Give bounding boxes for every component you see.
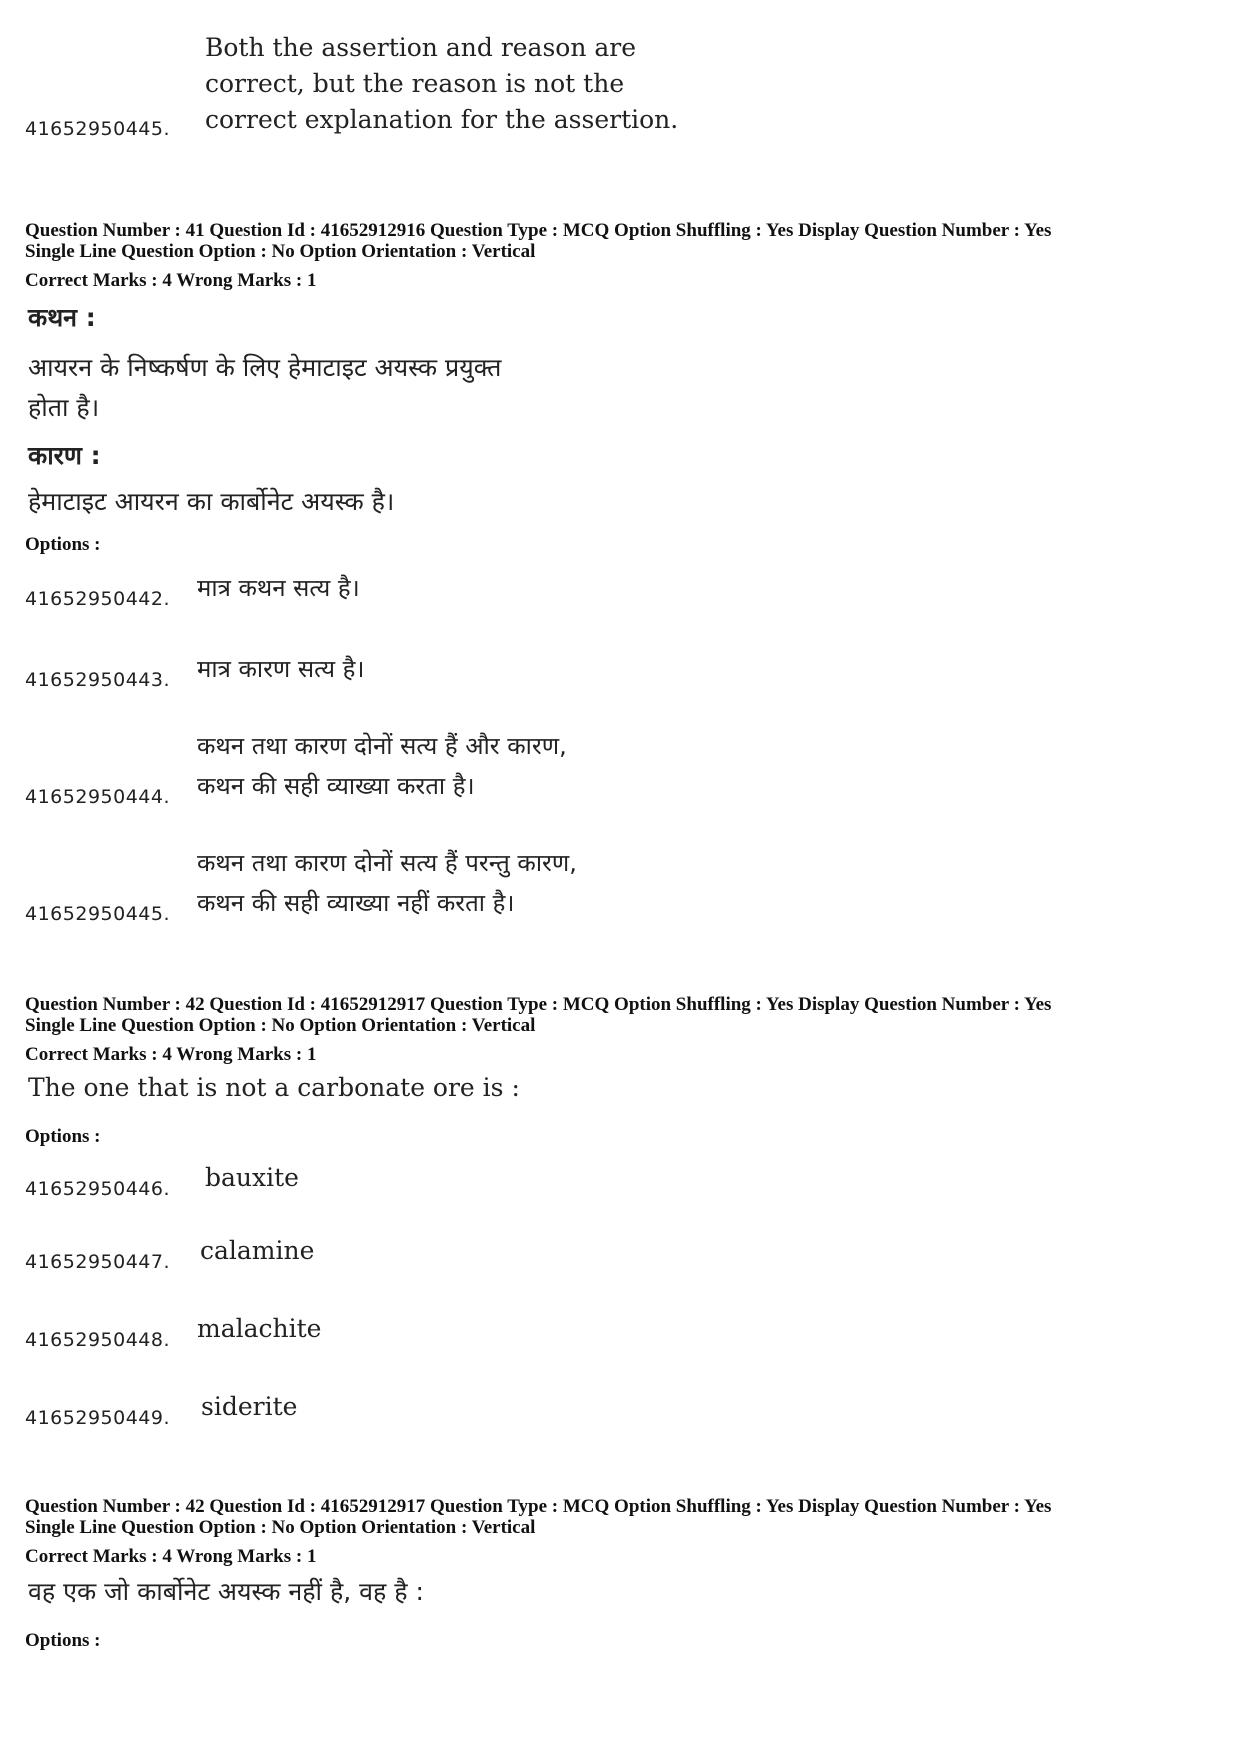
option-id: 41652950449. <box>25 1407 171 1429</box>
option-id: 41652950446. <box>25 1178 171 1200</box>
option-text-line: मात्र कथन सत्य है। <box>197 574 360 602</box>
option-row[interactable] <box>25 1302 1125 1351</box>
options-label: Options : <box>25 1126 101 1147</box>
question-meta <box>25 1496 1225 1567</box>
question-marks: Correct Marks : 4 Wrong Marks : 1 <box>25 270 317 291</box>
option-text: calamine <box>200 1236 315 1265</box>
option-id: 41652950445. <box>25 118 171 140</box>
question-meta-line: Question Number : 41 Question Id : 41652912916 Question Type : MCQ Option Shuffling : Yes Display Question Number : Yes <box>25 220 1052 241</box>
question-body <box>28 298 501 522</box>
option-text <box>197 568 360 608</box>
option-row[interactable] <box>25 640 1125 691</box>
question-text: The one that is not a carbonate ore is : <box>28 1073 520 1102</box>
option-row[interactable] <box>25 1378 1125 1429</box>
option-text <box>197 843 577 923</box>
option-text-line: Both the assertion and reason are <box>205 33 637 62</box>
option-text-line: correct, but the reason is not the <box>205 69 625 98</box>
option-text-line: मात्र कारण सत्य है। <box>197 655 365 683</box>
option-id: 41652950445. <box>25 903 171 925</box>
option-row[interactable] <box>25 1150 1125 1200</box>
option-id: 41652950444. <box>25 786 171 808</box>
question-meta-line: Question Number : 42 Question Id : 41652912917 Question Type : MCQ Option Shuffling : Yes Display Question Number : Yes <box>25 1496 1052 1517</box>
options-label: Options : <box>25 534 101 555</box>
question-marks: Correct Marks : 4 Wrong Marks : 1 <box>25 1546 317 1567</box>
options-label: Options : <box>25 1630 101 1651</box>
option-row[interactable] <box>25 560 1125 610</box>
question-meta <box>25 994 1225 1065</box>
option-text-line: कथन तथा कारण दोनों सत्य हैं परन्तु कारण, <box>197 849 577 877</box>
assertion-text: होता है। <box>28 393 100 422</box>
question-meta <box>25 220 1225 291</box>
question-meta-line: Single Line Question Option : No Option Orientation : Vertical <box>25 241 536 262</box>
reason-heading: कारण : <box>28 441 101 470</box>
option-row[interactable] <box>25 720 1125 808</box>
option-id: 41652950447. <box>25 1251 171 1273</box>
option-text: siderite <box>201 1392 298 1421</box>
question-meta-line: Single Line Question Option : No Option Orientation : Vertical <box>25 1517 536 1538</box>
option-text-line: कथन की सही व्याख्या करता है। <box>197 772 475 800</box>
assertion-heading: कथन : <box>28 303 96 332</box>
question-meta-line: Single Line Question Option : No Option Orientation : Vertical <box>25 1015 536 1036</box>
option-text: malachite <box>197 1314 322 1343</box>
option-id: 41652950443. <box>25 669 171 691</box>
option-text-line: correct explanation for the assertion. <box>205 105 679 134</box>
option-text: bauxite <box>205 1163 299 1192</box>
question-text: वह एक जो कार्बोनेट अयस्क नहीं है, वह है : <box>28 1577 424 1606</box>
question-marks: Correct Marks : 4 Wrong Marks : 1 <box>25 1044 317 1065</box>
option-text-line: कथन तथा कारण दोनों सत्य हैं और कारण, <box>197 732 567 760</box>
option-text <box>205 30 678 138</box>
question-meta-line: Question Number : 42 Question Id : 41652912917 Question Type : MCQ Option Shuffling : Yes Display Question Number : Yes <box>25 994 1052 1015</box>
option-text <box>197 649 364 689</box>
option-id: 41652950448. <box>25 1329 171 1351</box>
assertion-text: आयरन के निष्कर्षण के लिए हेमाटाइट अयस्क प्रयुक्त <box>28 353 502 382</box>
option-text-line: कथन की सही व्याख्या नहीं करता है। <box>197 889 515 917</box>
reason-text: हेमाटाइट आयरन का कार्बोनेट अयस्क है। <box>28 487 395 516</box>
option-row[interactable] <box>25 1222 1125 1273</box>
option-row[interactable] <box>25 836 1125 925</box>
option-id: 41652950442. <box>25 588 171 610</box>
option-row <box>25 20 1125 140</box>
option-text <box>197 726 567 806</box>
